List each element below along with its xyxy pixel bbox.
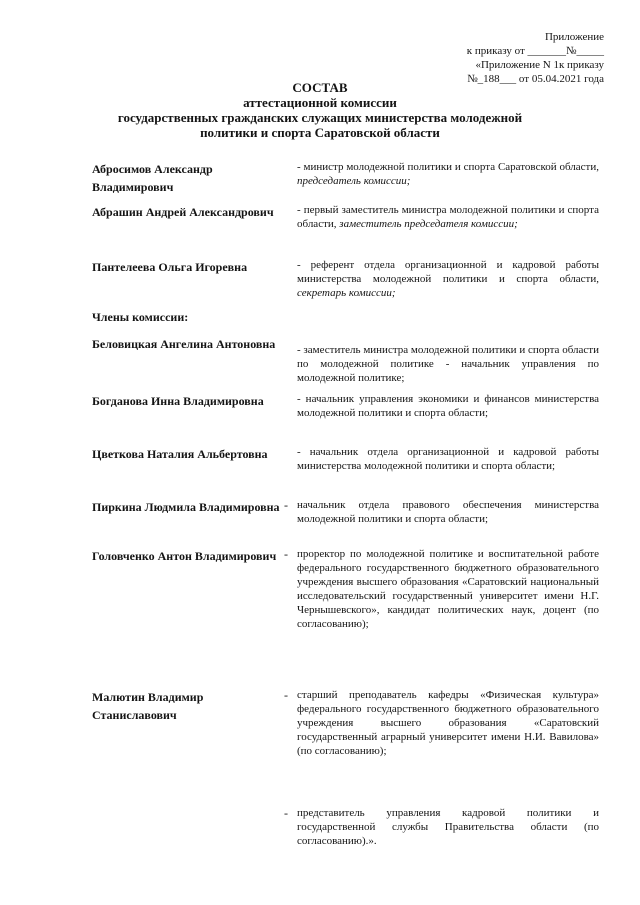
- member-name: Абрашин Андрей Александрович: [92, 205, 274, 219]
- title-line-4: политики и спорта Саратовской области: [200, 125, 440, 140]
- member-role: - министр молодежной политики и спорта Саратовской области, председатель комиссии;: [297, 161, 599, 187]
- member-role: - начальник отдела организационной и кадровой работы министерства молодежной политики и спорта области;: [297, 446, 599, 472]
- appendix-header: [467, 30, 604, 86]
- dash-marker: -: [284, 688, 288, 702]
- member-name: Беловицкая Ангелина Антоновна: [92, 337, 276, 351]
- member-name: Богданова Инна Владимировна: [92, 394, 264, 408]
- header-line-2: к приказу от _______№_____: [466, 45, 604, 57]
- member-name: Пантелеева Ольга Игоревна: [92, 260, 248, 274]
- header-line-1: Приложение: [544, 31, 604, 43]
- member-role: - начальник управления экономики и финансов министерства молодежной политики и спорта области;: [297, 393, 599, 419]
- member-role: начальник отдела правового обеспечения министерства молодежной политики и спорта области;: [297, 499, 599, 525]
- member-name: Малютин Владимир Станиславович: [92, 690, 204, 722]
- member-name: Абросимов Александр Владимирович: [92, 162, 213, 194]
- members-heading: Члены комиссии:: [92, 310, 189, 324]
- member-name: Цветкова Наталия Альбертовна: [92, 447, 268, 461]
- member-role: представитель управления кадровой политики и государственной службы Правительства области (по согласованию).».: [297, 807, 599, 847]
- member-role: проректор по молодежной политике и воспитательной работе федерального государственного бюджетного образовательного учреждения высшего образования «Саратовский национальный исследовательский государственный университет имени Н.Г. Чернышевского», кандидат политических наук, доцент (по согласованию);: [297, 548, 599, 630]
- document-title: [0, 80, 640, 140]
- title-line-3: государственных гражданских служащих министерства молодежной: [117, 110, 523, 125]
- member-role: - заместитель министра молодежной политики и спорта области по молодежной политике - начальник управления по молодежной политике;: [297, 344, 599, 384]
- member-role: старший преподаватель кафедры «Физическая культура» федерального государственного бюджетного образовательного учреждения высшего образования «Саратовский государственный аграрный университет имени Н.И. Вавилова» (по согласованию);: [297, 689, 599, 757]
- title-line-1: СОСТАВ: [292, 80, 348, 95]
- member-name: Пиркина Людмила Владимировна: [92, 500, 280, 514]
- member-role: - референт отдела организационной и кадровой работы министерства молодежной политики и спорта области, секретарь комиссии;: [297, 259, 599, 299]
- dash-marker: -: [284, 806, 288, 820]
- dash-marker: -: [284, 547, 288, 561]
- header-line-3: «Приложение N 1к приказу: [475, 59, 604, 71]
- member-role: - первый заместитель министра молодежной политики и спорта области, заместитель председателя комиссии;: [297, 204, 599, 230]
- header-line-4: №_188___ от 05.04.2021 года: [467, 73, 604, 85]
- dash-marker: -: [284, 498, 288, 512]
- member-name: Головченко Антон Владимирович: [92, 549, 277, 563]
- title-line-2: аттестационной комиссии: [243, 95, 397, 110]
